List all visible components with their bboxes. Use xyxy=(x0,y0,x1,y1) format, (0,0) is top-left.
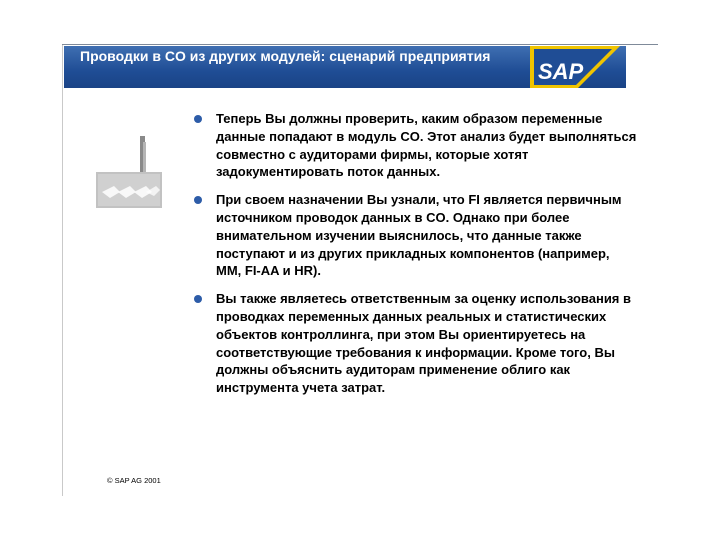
bullet-list xyxy=(190,110,638,407)
sap-logo xyxy=(530,46,620,88)
bullet-dot-icon xyxy=(194,295,202,303)
sap-logo-text: SAP xyxy=(538,59,584,84)
bullet-text: Теперь Вы должны проверить, каким образом переменные данные попадают в модуль CO. Этот анализ будет выполняться совместно с аудиторами фирмы, которые хотят задокументировать поток данных. xyxy=(216,111,637,180)
factory-icon xyxy=(96,134,164,210)
copyright-notice: © SAP AG 2001 xyxy=(107,476,161,485)
slide-title: Проводки в CO из других модулей: сценарий предприятия xyxy=(80,48,491,64)
bullet-item xyxy=(190,290,638,397)
bullet-dot-icon xyxy=(194,196,202,204)
bullet-item xyxy=(190,191,638,280)
bullet-text: При своем назначении Вы узнали, что FI является первичным источником проводок данных в CO. Однако при более внимательном изучении выяснилось, что данные также поступают и из других прикладных компонентов (например, MM, FI-AA и HR). xyxy=(216,192,622,279)
header-top-rule xyxy=(62,44,658,45)
slide-left-border xyxy=(62,44,63,496)
bullet-item xyxy=(190,110,638,181)
bullet-dot-icon xyxy=(194,115,202,123)
bullet-text: Вы также являетесь ответственным за оценку использования в проводках переменных данных реальных и статистических объектов контроллинга, при этом Вы ориентируетесь на соответствующие требования к информации. Кроме того, Вы должны объяснить аудиторам применение облиго как инструмента учета затрат. xyxy=(216,291,631,396)
